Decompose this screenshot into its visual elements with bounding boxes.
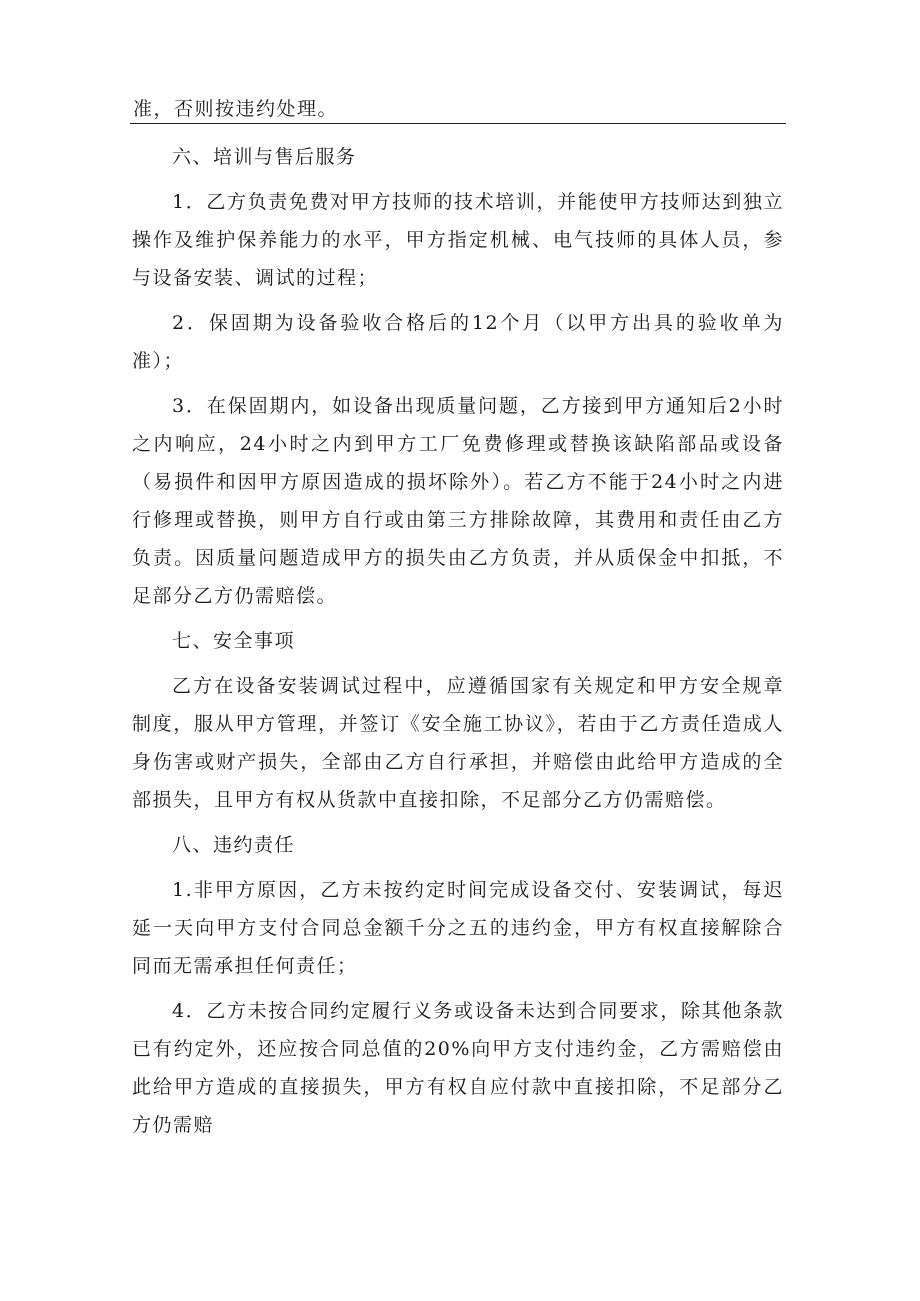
paragraph-training-1: 1．乙方负责免费对甲方技师的技术培训，并能使甲方技师达到独立操作及维护保养能力的水平，甲方指定机械、电气技师的具体人员，参与设备安装、调试的过程； [132,191,784,289]
document-body [132,138,784,1151]
paragraph-warranty-period: 2．保固期为设备验收合格后的12个月（以甲方出具的验收单为准）； [132,312,784,372]
section-heading-safety: 七、安全事项 [172,630,296,652]
section-heading-training: 六、培训与售后服务 [172,146,357,168]
header-divider [130,123,786,124]
section-heading-liability: 八、违约责任 [172,834,296,856]
paragraph-liability-1: 1.非甲方原因，乙方未按约定时间完成设备交付、安装调试，每迟延一天向甲方支付合同总金额千分之五的违约金，甲方有权直接解除合同而无需承担任何责任； [132,879,784,977]
paragraph-liability-4: 4．乙方未按合同约定履行义务或设备未达到合同要求，除其他条款已有约定外，还应按合同总值的20%向甲方支付违约金，乙方需赔偿由此给甲方造成的直接损失，甲方有权自应付款中直接扣除，不足部分乙方仍需赔 [132,1000,784,1136]
paragraph-warranty-response: 3．在保固期内，如设备出现质量问题，乙方接到甲方通知后2小时之内响应，24小时之内到甲方工厂免费修理或替换该缺陷部品或设备（易损件和因甲方原因造成的损坏除外）。若乙方不能于24小时之内进行修理或替换，则甲方自行或由第三方排除故障，其费用和责任由乙方负责。因质量问题造成甲方的损失由乙方负责，并从质保金中扣抵，不足部分乙方仍需赔偿。 [132,395,784,607]
continued-text-fragment: 准，否则按违约处理。 [133,98,339,120]
paragraph-safety: 乙方在设备安装调试过程中，应遵循国家有关规定和甲方安全规章制度，服从甲方管理，并签订《安全施工协议》，若由于乙方责任造成人身伤害或财产损失，全部由乙方自行承担，并赔偿由此给甲方造成的全部损失，且甲方有权从货款中直接扣除，不足部分乙方仍需赔偿。 [132,675,784,811]
